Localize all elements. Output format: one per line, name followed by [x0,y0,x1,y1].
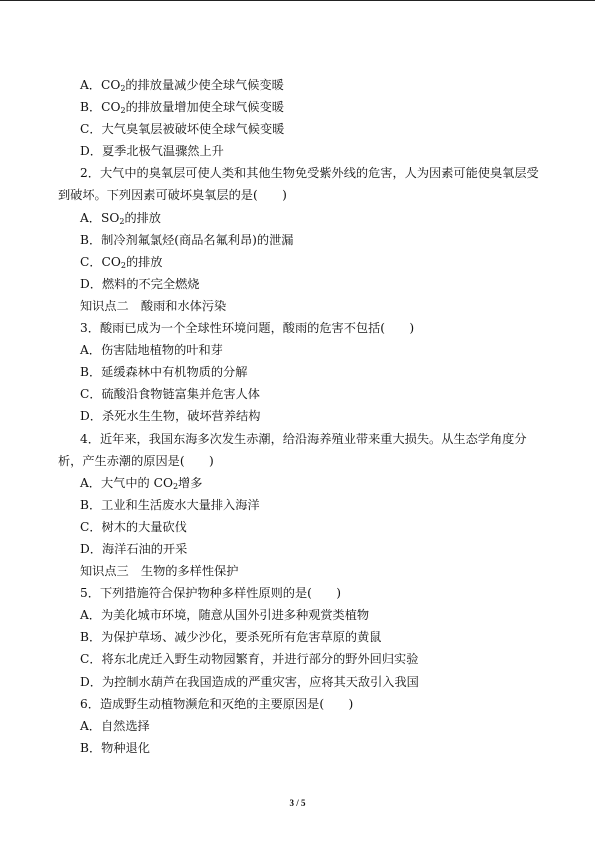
q5-option-d: D．为控制水葫芦在我国造成的严重灾害，应将其天敌引入我国 [80,674,419,689]
q4-option-b: B．工业和生活废水大量排入海洋 [80,497,260,512]
q1-option-b: B．$CO_2$的排放量增加使全球气候变暖 [80,100,284,116]
q2-option-d: D．燃料的不完全燃烧 [80,276,200,291]
q3-option-b: B．延缓森林中有机物质的分解 [80,365,248,380]
q2-option-c: C．$CO_2$的排放 [80,254,163,270]
q6-stem: 6．造成野生动植物濒危和灭绝的主要原因是( ) [80,696,354,711]
q3-option-a: A．伤害陆地植物的叶和芽 [80,343,223,358]
page-number: 3 / 5 [289,798,306,808]
q5-option-c: C．将东北虎迁入野生动物园繁育，并进行部分的野外回归实验 [80,652,419,667]
q4-option-d: D．海洋石油的开采 [80,541,188,556]
q3-stem: 3．酸雨已成为一个全球性环境问题，酸雨的危害不包括( ) [80,321,415,336]
q4-stem: 4．近年来，我国东海多次发生赤潮，给沿海养殖业带来重大损失。从生态学角度分析，产生赤潮的原因是( ) [58,431,527,468]
top-rule [0,0,595,1]
q3-option-c: C．硫酸沿食物链富集并危害人体 [80,387,260,402]
q4-option-c: C．树木的大量砍伐 [80,519,187,534]
q2-option-b: B．制冷剂氟氯烃(商品名氟利昂)的泄漏 [80,232,294,247]
q2-stem: 2．大气中的臭氧层可使人类和其他生物免受紫外线的危害，人为因素可能使臭氧层受到破坏。下列因素可破坏臭氧层的是( ) [58,166,539,203]
q1-option-d: D．夏季北极气温骤然上升 [80,144,224,159]
q6-option-a: A．自然选择 [80,718,150,733]
q6-option-b: B．物种退化 [80,740,150,755]
q5-stem: 5．下列措施符合保护物种多样性原则的是( ) [80,586,342,601]
q2-option-a: A．$SO_2$的排放 [80,210,161,226]
q5-option-b: B．为保护草场、减少沙化，要杀死所有危害草原的黄鼠 [80,630,382,645]
q5-option-a: A．为美化城市环境，随意从国外引进多种观赏类植物 [80,608,370,623]
q1-option-c: C．大气臭氧层被破坏使全球气候变暖 [80,122,285,137]
page-content [58,74,548,759]
q3-option-d: D．杀死水生生物，破坏营养结构 [80,409,261,424]
q4-option-a: A．大气中的 $CO_2$增多 [80,475,203,491]
section-heading-3: 知识点三 生物的多样性保护 [80,564,239,579]
section-heading-2: 知识点二 酸雨和水体污染 [80,298,227,313]
q1-option-a: A．$CO_2$的排放量减少使全球气候变暖 [80,78,284,93]
